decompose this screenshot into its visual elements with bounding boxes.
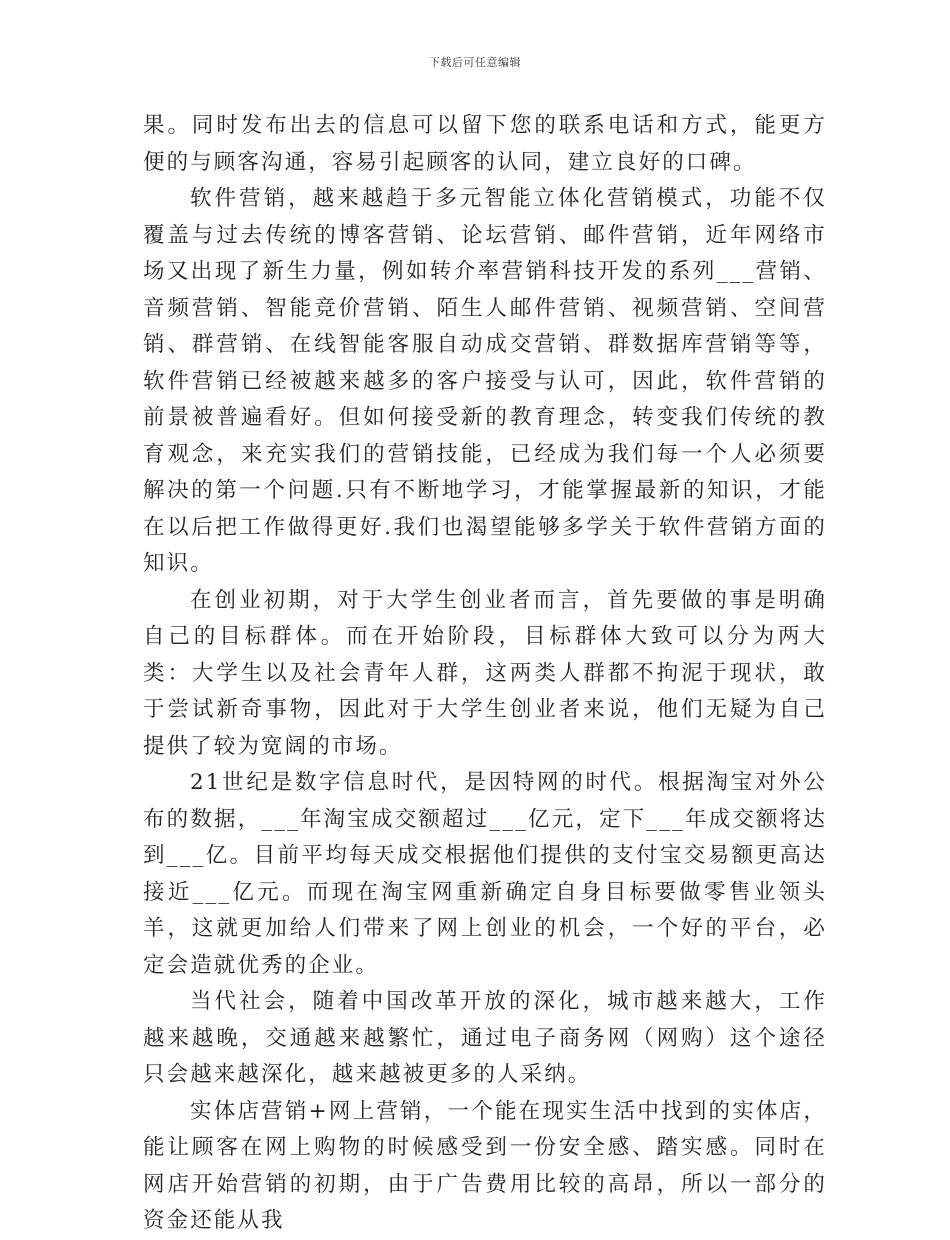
paragraph-modern-society: 当代社会，随着中国改革开放的深化，城市越来越大，工作越来越晚，交通越来越繁忙，通过电子商务网（网购）这个途径只会越来越深化，越来越被更多的人采纳。 (143, 989, 827, 1087)
page-header-note: 下载后可任意编辑 (429, 56, 521, 69)
document-body (143, 108, 827, 1240)
paragraph-software-marketing: 软件营销，越来越趋于多元智能立体化营销模式，功能不仅覆盖与过去传统的博客营销、论坛营销、邮件营销，近年网络市场又出现了新生力量，例如转介率营销科技开发的系列___营销、音频营销、智能竞价营销、陌生人邮件营销、视频营销、空间营销、群营销、在线智能客服自动成交营销、群数据库营销等等，软件营销已经被越来越多的客户接受与认可，因此，软件营销的前景被普遍看好。但如何接受新的教育理念，转变我们传统的教育观念，来充实我们的营销技能，已经成为我们每一个人必须要解决的第一个问题.只有不断地学习，才能掌握最新的知识，才能在以后把工作做得更好.我们也渴望能够多学关于软件营销方面的知识。 (143, 186, 827, 576)
paragraph-offline-online-marketing: 实体店营销+网上营销，一个能在现实生活中找到的实体店，能让顾客在网上购物的时候感受到一份安全感、踏实感。同时在网店开始营销的初期，由于广告费用比较的高昂，所以一部分的资金还能从我 (143, 1098, 827, 1233)
paragraph-continuation: 果。同时发布出去的信息可以留下您的联系电话和方式，能更方便的与顾客沟通，容易引起顾客的认同，建立良好的口碑。 (143, 113, 827, 175)
paragraph-startup-target-group: 在创业初期，对于大学生创业者而言，首先要做的事是明确自己的目标群体。而在开始阶段，目标群体大致可以分为两大类：大学生以及社会青年人群，这两类人群都不拘泥于现状，敢于尝试新奇事物，因此对于大学生创业者来说，他们无疑为自己提供了较为宽阔的市场。 (143, 587, 827, 759)
paragraph-taobao-data: 21世纪是数字信息时代，是因特网的时代。根据淘宝对外公布的数据，___年淘宝成交额超过___亿元，定下___年成交额将达到___亿。目前平均每天成交根据他们提供的支付宝交易额更高达接近___亿元。而现在淘宝网重新确定自身目标要做零售业领头羊，这就更加给人们带来了网上创业的机会，一个好的平台，必定会造就优秀的企业。 (143, 770, 827, 978)
